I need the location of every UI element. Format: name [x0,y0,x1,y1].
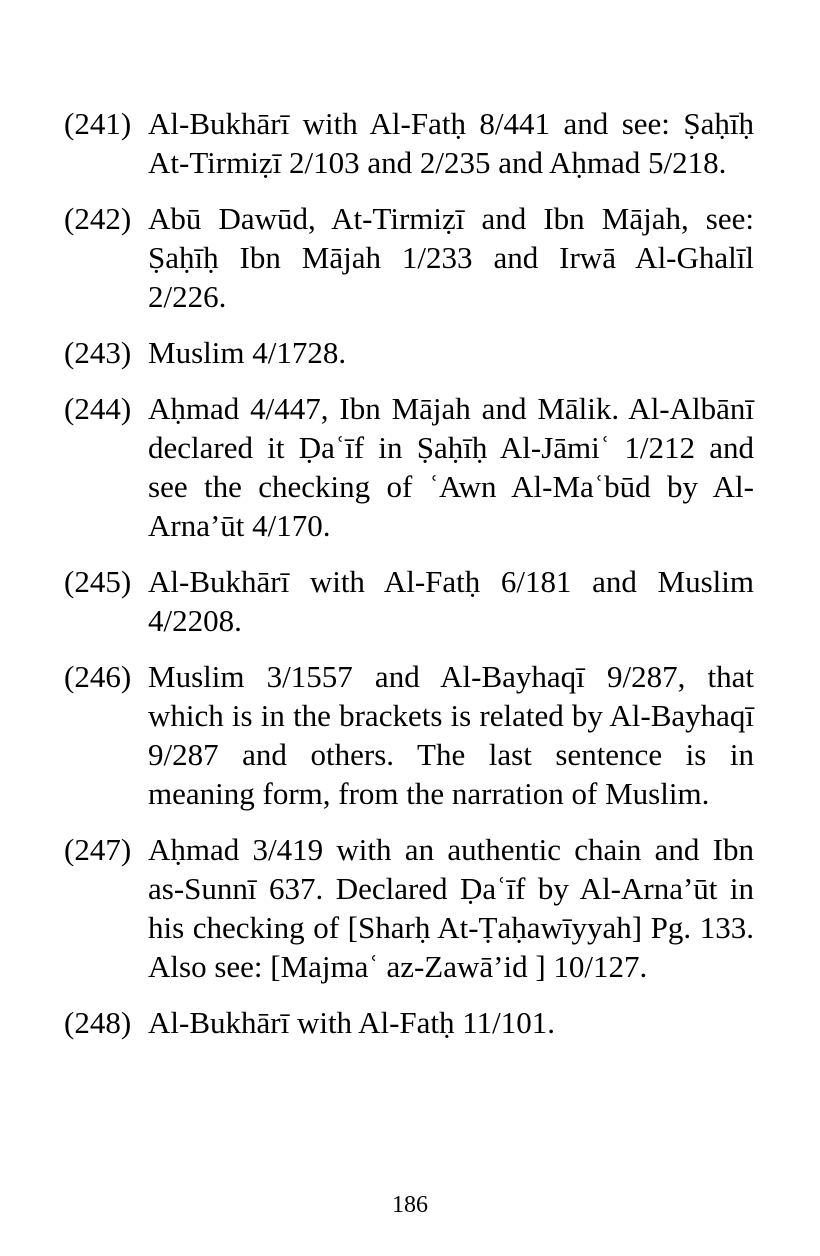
footnote [64,104,754,182]
footnote [64,199,754,316]
footnote-text: Aḥmad 4/447, Ibn Mājah and Mālik. Al-Albānī declared it Ḍaʿīf in Ṣaḥīḥ Al-Jāmiʿ 1/212 and see the checking of ʿAwn Al-Maʿbūd by Al-Arna’ūt 4/170. [148,391,754,543]
footnote [64,562,754,640]
footnote [64,389,754,545]
page-number: 186 [392,1192,428,1218]
footnote-list [64,104,754,1059]
footnote [64,657,754,813]
footnote-text: Al-Bukhārī with Al-Fatḥ 11/101. [148,1005,555,1040]
footnote [64,333,754,372]
footnote-text: Abū Dawūd, At-Tirmiẓī and Ibn Mājah, see: Ṣaḥīḥ Ibn Mājah 1/233 and Irwā Al-Ghalīl 2/226. [148,201,754,314]
footnote [64,1003,754,1042]
footnote-number: (243) [64,335,132,370]
footnote-number: (242) [64,201,132,236]
footnote-number: (247) [64,832,132,867]
footnote-text: Al-Bukhārī with Al-Fatḥ 8/441 and see: Ṣaḥīḥ At-Tirmiẓī 2/103 and 2/235 and Aḥmad 5/218. [148,106,754,180]
footnote-number: (248) [64,1005,132,1040]
footnote-text: Muslim 4/1728. [148,335,347,370]
footnote-number: (246) [64,659,132,694]
footnote [64,830,754,986]
footnote-text: Aḥmad 3/419 with an authentic chain and Ibn as-Sunnī 637. Declared Ḍaʿīf by Al-Arna’ūt in his checking of [Sharḥ At-Ṭaḥawīyyah] Pg. 133. Also see: [Majmaʿ az-Zawā’id ] 10/127. [148,832,754,984]
footnote-number: (244) [64,391,132,426]
footnote-text: Al-Bukhārī with Al-Fatḥ 6/181 and Muslim 4/2208. [148,564,754,638]
footnote-number: (245) [64,564,132,599]
footnote-number: (241) [64,106,132,141]
footnote-text: Muslim 3/1557 and Al-Bayhaqī 9/287, that which is in the brackets is related by Al-Bayhaqī 9/287 and others. The last sentence is in meaning form, from the narration of Muslim. [148,659,754,811]
